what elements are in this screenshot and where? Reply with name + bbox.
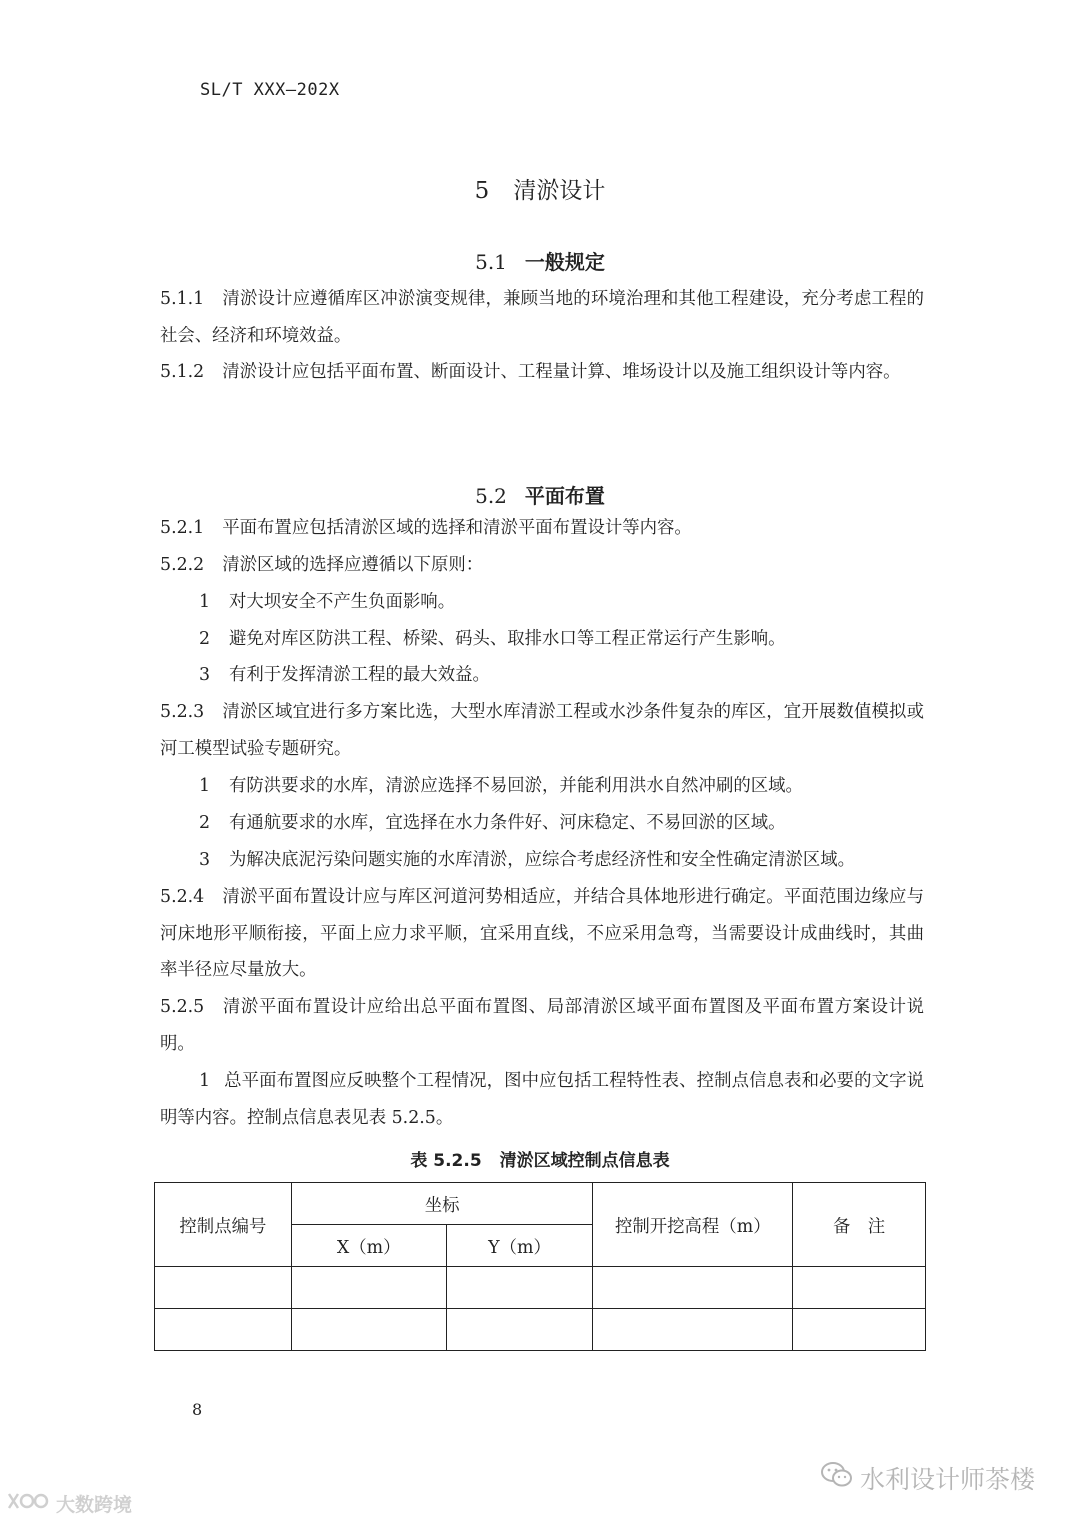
clause-text: 清淤区域的选择应遵循以下原则： <box>222 555 484 575</box>
table-cell <box>446 1309 593 1351</box>
item-number: 3 <box>199 850 211 870</box>
table-cell <box>155 1267 292 1309</box>
item-text: 有通航要求的水库，宜选择在水力条件好、河床稳定、不易回淤的区域。 <box>229 813 786 833</box>
clause-number: 5.1.1 <box>160 289 205 309</box>
item-number: 1 <box>199 592 211 612</box>
clause-5-1-2 <box>160 354 924 391</box>
item-text: 为解决底泥污染问题实施的水库清淤，应综合考虑经济性和安全性确定清淤区域。 <box>229 850 856 870</box>
clause-number: 5.2.2 <box>160 555 205 575</box>
watermark-logo-icon <box>6 1490 52 1517</box>
clause-number: 5.2.1 <box>160 518 205 538</box>
table-cell <box>793 1267 926 1309</box>
clause-number: 5.2.5 <box>160 997 205 1017</box>
item-text: 有利于发挥清淤工程的最大效益。 <box>229 665 490 685</box>
list-item <box>199 657 929 694</box>
table-caption <box>0 1146 1080 1171</box>
item-number: 1 <box>199 776 211 796</box>
table-cell <box>291 1309 446 1351</box>
table-cell <box>593 1309 793 1351</box>
list-item <box>199 842 929 879</box>
list-item <box>199 805 929 842</box>
watermark-left-text: 大数跨境 <box>56 1494 133 1516</box>
clause-5-2-5 <box>160 989 924 1062</box>
item-text: 避免对库区防洪工程、桥梁、码头、取排水口等工程正常运行产生影响。 <box>229 629 786 649</box>
clause-5-2-4 <box>160 879 924 989</box>
chapter-title-text: 清淤设计 <box>513 178 606 204</box>
table-cell <box>446 1267 593 1309</box>
clause-text: 清淤设计应遵循库区冲淤演变规律，兼顾当地的环境治理和其他工程建设，充分考虑工程的社会、经济和环境效益。 <box>160 289 924 346</box>
watermark-right-text: 水利设计师茶楼 <box>860 1465 1036 1494</box>
document-code: SL/T XXX—202X <box>200 80 340 100</box>
header-x: X（m） <box>291 1225 446 1267</box>
clause-text: 清淤平面布置设计应与库区河道河势相适应，并结合具体地形进行确定。平面范围边缘应与河床地形平顺衔接，平面上应力求平顺，宜采用直线，不应采用急弯，当需要设计成曲线时，其曲率半径应尽量放大。 <box>160 887 924 980</box>
table-cell <box>593 1267 793 1309</box>
item-number: 1 <box>199 1071 211 1091</box>
section-title-5-2 <box>0 480 1080 509</box>
item-text: 对大坝安全不产生负面影响。 <box>229 592 456 612</box>
header-coordinate: 坐标 <box>291 1183 593 1225</box>
table-cell <box>155 1309 292 1351</box>
chapter-title <box>0 172 1080 205</box>
table-cell <box>291 1267 446 1309</box>
wechat-icon <box>820 1460 854 1496</box>
clause-number: 5.2.4 <box>160 887 205 907</box>
item-number: 2 <box>199 629 211 649</box>
clause-number: 5.1.2 <box>160 362 205 382</box>
list-item <box>160 1063 924 1136</box>
page-number: 8 <box>192 1400 203 1419</box>
clause-text: 清淤区域宜进行多方案比选，大型水库清淤工程或水沙条件复杂的库区，宜开展数值模拟或河工模型试验专题研究。 <box>160 702 924 759</box>
header-y: Y（m） <box>446 1225 593 1267</box>
watermark-left <box>6 1490 132 1517</box>
table-caption-text: 清淤区域控制点信息表 <box>499 1151 670 1171</box>
list-item <box>199 768 929 805</box>
header-elevation: 控制开挖高程（m） <box>593 1183 793 1267</box>
table-row <box>155 1309 926 1351</box>
section-title-text: 一般规定 <box>524 250 605 274</box>
item-number: 3 <box>199 665 211 685</box>
clause-text: 平面布置应包括清淤区域的选择和清淤平面布置设计等内容。 <box>222 518 692 538</box>
item-text: 有防洪要求的水库，清淤应选择不易回淤，并能利用洪水自然冲刷的区域。 <box>229 776 803 796</box>
section-title-text: 平面布置 <box>524 484 605 508</box>
chapter-number: 5 <box>474 178 490 204</box>
header-remark: 备 注 <box>793 1183 926 1267</box>
table-row <box>155 1267 926 1309</box>
section-number: 5.2 <box>475 484 507 508</box>
clause-5-2-3 <box>160 694 924 767</box>
list-item <box>199 621 929 658</box>
table-cell <box>793 1309 926 1351</box>
section-title-5-1 <box>0 246 1080 275</box>
clause-5-2-2 <box>160 547 924 584</box>
clause-text: 清淤设计应包括平面布置、断面设计、工程量计算、堆场设计以及施工组织设计等内容。 <box>222 362 901 382</box>
clause-number: 5.2.3 <box>160 702 205 722</box>
clause-text: 清淤平面布置设计应给出总平面布置图、局部清淤区域平面布置图及平面布置方案设计说明。 <box>160 997 924 1054</box>
header-point-no: 控制点编号 <box>155 1183 292 1267</box>
clause-5-2-1 <box>160 510 924 547</box>
table-header-row <box>155 1183 926 1225</box>
clause-5-1-1 <box>160 281 924 354</box>
control-point-table <box>154 1182 926 1351</box>
list-item <box>199 584 929 621</box>
item-number: 2 <box>199 813 211 833</box>
item-text: 总平面布置图应反映整个工程情况，图中应包括工程特性表、控制点信息表和必要的文字说明等内容。控制点信息表见表 5.2.5。 <box>160 1071 924 1128</box>
watermark-right <box>820 1460 1035 1496</box>
section-number: 5.1 <box>475 250 507 274</box>
table-number: 表 5.2.5 <box>410 1151 482 1171</box>
